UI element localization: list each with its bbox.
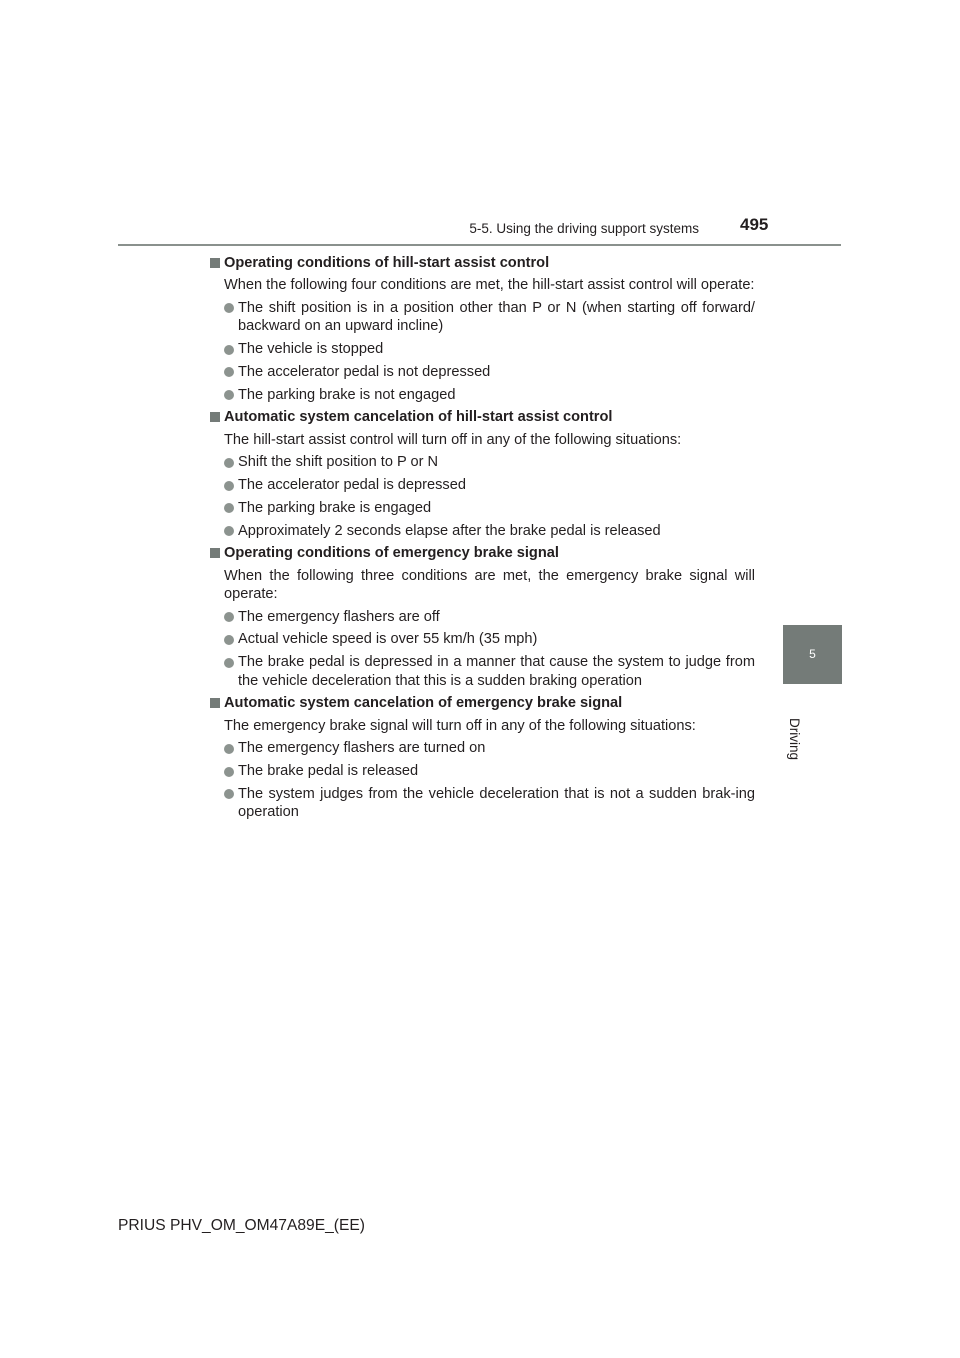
list-item-text: The accelerator pedal is not depressed bbox=[238, 363, 491, 380]
list-item bbox=[210, 785, 755, 822]
section-hill-start-cancelation bbox=[210, 408, 755, 540]
section-intro: When the following four conditions are met, the hill-start assist control will operate: bbox=[224, 277, 755, 294]
section-intro: When the following three conditions are met, the emergency brake signal will operate: bbox=[224, 567, 755, 603]
model-code: PRIUS PHV_OM_OM47A89E_(EE) bbox=[118, 1217, 365, 1234]
list-item bbox=[210, 499, 755, 517]
section-heading bbox=[210, 254, 755, 272]
list-item-text: Shift the shift position to P or N bbox=[238, 454, 439, 471]
condition-list bbox=[210, 299, 755, 404]
section-heading-text: Automatic system cancelation of emergency brake signal bbox=[224, 695, 623, 712]
list-item bbox=[210, 630, 755, 648]
section-heading bbox=[210, 694, 755, 712]
list-item-text: Actual vehicle speed is over 55 km/h (35 mph) bbox=[238, 631, 538, 648]
square-marker-icon bbox=[210, 548, 220, 558]
list-item-text: The brake pedal is released bbox=[238, 763, 419, 780]
square-marker-icon bbox=[210, 258, 220, 268]
section-title: 5-5. Using the driving support systems bbox=[469, 221, 699, 236]
list-item-text: The system judges from the vehicle deceleration that is not a sudden brak-ing operation bbox=[238, 785, 755, 821]
square-marker-icon bbox=[210, 698, 220, 708]
header-divider bbox=[118, 244, 841, 246]
section-heading bbox=[210, 544, 755, 562]
list-item bbox=[210, 386, 755, 404]
bullet-icon bbox=[224, 789, 234, 799]
section-heading-text: Automatic system cancelation of hill-start assist control bbox=[224, 409, 613, 426]
bullet-icon bbox=[224, 526, 234, 536]
chapter-tab bbox=[783, 625, 842, 684]
bullet-icon bbox=[224, 767, 234, 777]
section-heading-text: Operating conditions of emergency brake signal bbox=[224, 545, 559, 562]
section-hill-start-operating-conditions bbox=[210, 254, 755, 404]
condition-list bbox=[210, 739, 755, 821]
list-item-text: The emergency flashers are off bbox=[238, 608, 440, 625]
bullet-icon bbox=[224, 503, 234, 513]
bullet-icon bbox=[224, 390, 234, 400]
bullet-icon bbox=[224, 744, 234, 754]
bullet-icon bbox=[224, 345, 234, 355]
main-content bbox=[210, 254, 755, 826]
bullet-icon bbox=[224, 458, 234, 468]
list-item bbox=[210, 762, 755, 780]
section-heading bbox=[210, 408, 755, 426]
bullet-icon bbox=[224, 612, 234, 622]
list-item-text: The parking brake is not engaged bbox=[238, 386, 456, 403]
list-item-text: The parking brake is engaged bbox=[238, 499, 432, 516]
section-emergency-brake-operating-conditions bbox=[210, 544, 755, 690]
list-item bbox=[210, 299, 755, 336]
list-item bbox=[210, 476, 755, 494]
list-item bbox=[210, 608, 755, 626]
chapter-number: 5 bbox=[809, 647, 816, 661]
list-item bbox=[210, 363, 755, 381]
list-item bbox=[210, 340, 755, 358]
list-item bbox=[210, 522, 755, 540]
square-marker-icon bbox=[210, 412, 220, 422]
section-heading-text: Operating conditions of hill-start assist control bbox=[224, 255, 550, 271]
section-intro: The emergency brake signal will turn off in any of the following situations: bbox=[224, 717, 696, 734]
section-intro: The hill-start assist control will turn off in any of the following situations: bbox=[224, 431, 682, 448]
condition-list bbox=[210, 608, 755, 690]
list-item-text: The shift position is in a position other than P or N (when starting off forward/ backward on an upward incline) bbox=[238, 299, 755, 335]
chapter-name: Driving bbox=[787, 718, 802, 761]
list-item bbox=[210, 453, 755, 471]
page-number: 495 bbox=[740, 215, 769, 234]
bullet-icon bbox=[224, 303, 234, 313]
bullet-icon bbox=[224, 658, 234, 668]
list-item bbox=[210, 739, 755, 757]
bullet-icon bbox=[224, 367, 234, 377]
section-emergency-brake-cancelation bbox=[210, 694, 755, 821]
list-item-text: The emergency flashers are turned on bbox=[238, 740, 486, 757]
bullet-icon bbox=[224, 481, 234, 491]
list-item-text: The accelerator pedal is depressed bbox=[238, 477, 466, 494]
list-item-text: The brake pedal is depressed in a manner that cause the system to judge from the vehicle deceleration that this is a sudden braking operation bbox=[238, 654, 755, 689]
list-item-text: Approximately 2 seconds elapse after the brake pedal is released bbox=[238, 522, 661, 539]
list-item-text: The vehicle is stopped bbox=[238, 341, 384, 358]
bullet-icon bbox=[224, 635, 234, 645]
condition-list bbox=[210, 453, 755, 540]
list-item bbox=[210, 653, 755, 690]
